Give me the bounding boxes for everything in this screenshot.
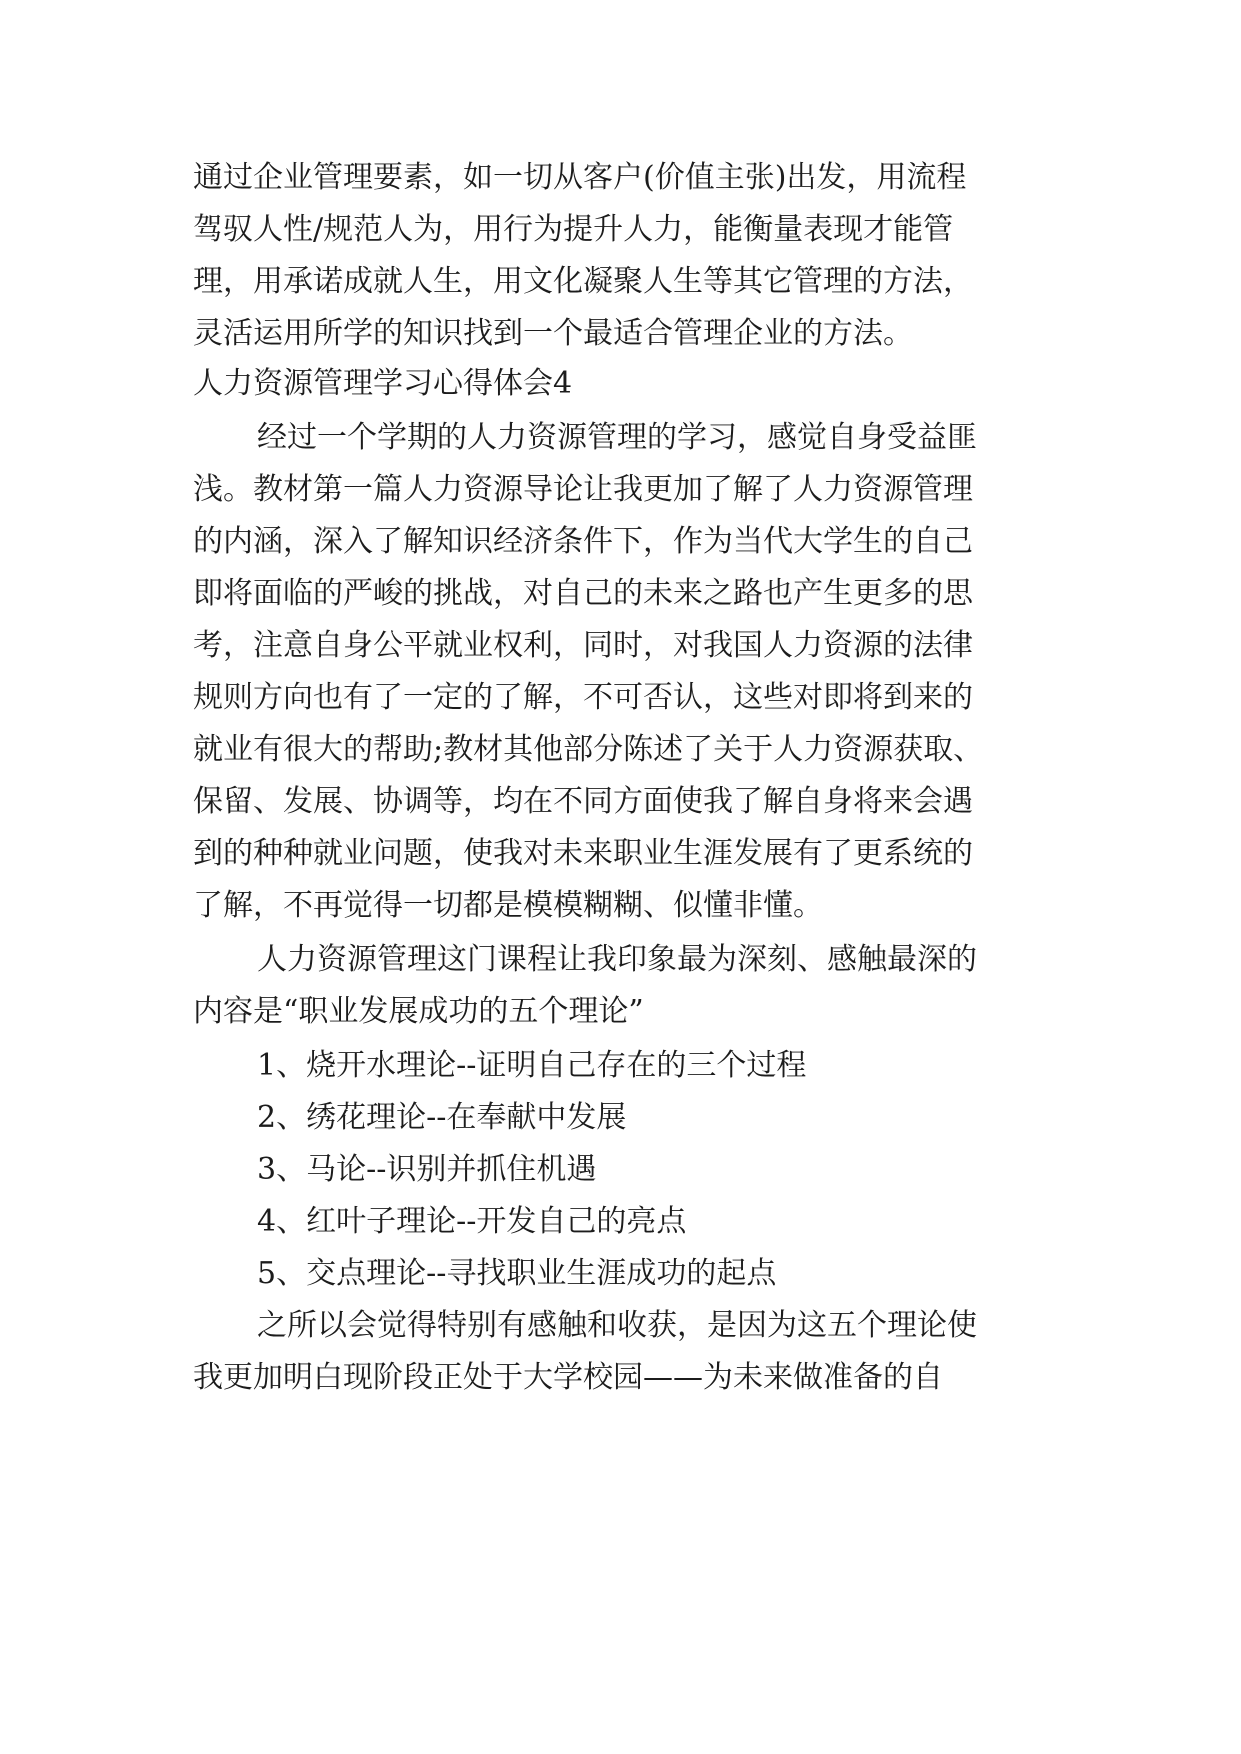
- theory-list-item: 5、交点理论--寻找职业生涯成功的起点: [257, 1256, 777, 1291]
- paragraph-line: 通过企业管理要素，如一切从客户(价值主张)出发，用流程: [193, 160, 967, 195]
- paragraph-line: 经过一个学期的人力资源管理的学习，感觉自身受益匪: [257, 420, 977, 455]
- paragraph-line: 灵活运用所学的知识找到一个最适合管理企业的方法。: [193, 316, 913, 351]
- paragraph-line: 到的种种就业问题，使我对未来职业生涯发展有了更系统的: [193, 836, 973, 871]
- paragraph-line: 我更加明白现阶段正处于大学校园——为未来做准备的自: [193, 1360, 943, 1395]
- paragraph-line: 内容是“职业发展成功的五个理论”: [193, 994, 644, 1029]
- paragraph-line: 人力资源管理这门课程让我印象最为深刻、感触最深的: [257, 942, 977, 977]
- paragraph-line: 就业有很大的帮助;教材其他部分陈述了关于人力资源获取、: [193, 732, 984, 767]
- paragraph-line: 浅。教材第一篇人力资源导论让我更加了解了人力资源管理: [193, 472, 973, 507]
- paragraph-line: 理，用承诺成就人生，用文化凝聚人生等其它管理的方法，: [193, 264, 973, 299]
- theory-list-item: 3、马论--识别并抓住机遇: [257, 1152, 597, 1187]
- paragraph-line: 驾驭人性/规范人为，用行为提升人力，能衡量表现才能管: [193, 212, 954, 247]
- theory-list-item: 1、烧开水理论--证明自己存在的三个过程: [257, 1048, 807, 1083]
- paragraph-line: 考，注意自身公平就业权利，同时，对我国人力资源的法律: [193, 628, 973, 663]
- theory-list-item: 4、红叶子理论--开发自己的亮点: [257, 1204, 687, 1239]
- paragraph-line: 的内涵，深入了解知识经济条件下，作为当代大学生的自己: [193, 524, 973, 559]
- paragraph-line: 保留、发展、协调等，均在不同方面使我了解自身将来会遇: [193, 784, 973, 819]
- paragraph-line: 规则方向也有了一定的了解，不可否认，这些对即将到来的: [193, 680, 973, 715]
- theory-list-item: 2、绣花理论--在奉献中发展: [257, 1100, 627, 1135]
- section-title: 人力资源管理学习心得体会4: [193, 366, 573, 401]
- paragraph-line: 之所以会觉得特别有感触和收获，是因为这五个理论使: [257, 1308, 977, 1343]
- paragraph-line: 了解，不再觉得一切都是模模糊糊、似懂非懂。: [193, 888, 823, 923]
- paragraph-line: 即将面临的严峻的挑战，对自己的未来之路也产生更多的思: [193, 576, 973, 611]
